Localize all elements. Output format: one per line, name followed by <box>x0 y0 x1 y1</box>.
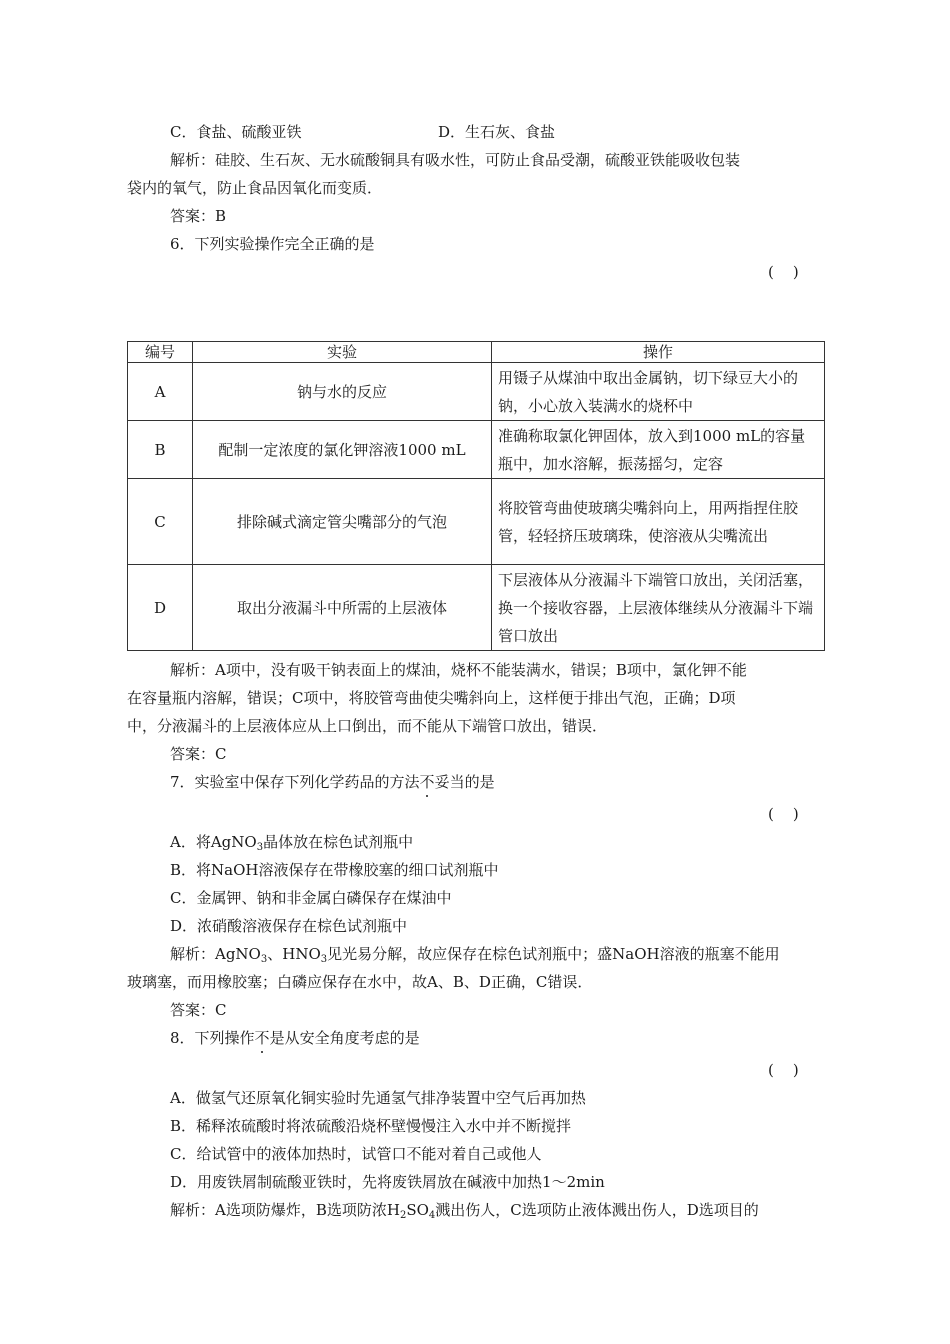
q5-answer: 答案：B <box>170 207 227 225</box>
q8-stem-emphasis: 不 <box>254 1029 270 1047</box>
row-id: B <box>128 421 193 479</box>
q7-analysis-part-2: 、HNO <box>267 945 321 963</box>
q8-stem <box>170 1028 420 1048</box>
q5-option-c: C．食盐、硫酸亚铁 <box>170 123 302 141</box>
row-id: D <box>128 565 193 651</box>
row-operation: 将胶管弯曲使玻璃尖嘴斜向上，用两指捏住胶管，轻轻挤压玻璃珠，使溶液从尖嘴流出 <box>492 479 825 565</box>
q7-option-a <box>170 832 413 852</box>
row-experiment: 排除碱式滴定管尖嘴部分的气泡 <box>193 479 492 565</box>
q8-analysis-line-1 <box>170 1200 759 1220</box>
q7-answer-paren: ( ) <box>768 805 799 823</box>
q6-answer: 答案：C <box>170 745 227 763</box>
header-operation: 操作 <box>492 342 825 363</box>
q8-option-b: B．稀释浓硫酸时将浓硫酸沿烧杯壁慢慢注入水中并不断搅拌 <box>170 1117 572 1135</box>
table-row <box>128 479 825 565</box>
table-header-row <box>128 342 825 363</box>
q7-option-b: B．将NaOH溶液保存在带橡胶塞的细口试剂瓶中 <box>170 861 499 879</box>
q7-analysis-line-2: 玻璃塞，而用橡胶塞；白磷应保存在水中，故A、B、D正确，C错误． <box>127 973 593 991</box>
q6-stem: 6．下列实验操作完全正确的是 <box>170 235 375 253</box>
q6-analysis-line-1: 解析：A项中，没有吸干钠表面上的煤油，烧杯不能装满水，错误；B项中，氯化钾不能 <box>170 661 747 679</box>
header-id: 编号 <box>128 342 193 363</box>
row-operation: 准确称取氯化钾固体，放入到1000 mL的容量瓶中，加水溶解，振荡摇匀，定容 <box>492 421 825 479</box>
row-id: A <box>128 363 193 421</box>
q7-stem-prefix: 7．实验室中保存下列化学药品的方法 <box>170 773 420 791</box>
q8-analysis-part-1: 解析：A选项防爆炸，B选项防浓H <box>170 1201 400 1219</box>
q6-analysis-line-3: 中，分液漏斗的上层液体应从上口倒出，而不能从下端管口放出，错误． <box>127 717 608 735</box>
q8-analysis-subscript-1: 2 <box>399 1210 407 1221</box>
table-row <box>128 565 825 651</box>
q5-option-d: D．生石灰、食盐 <box>438 123 556 141</box>
q7-analysis-subscript-1: 3 <box>260 954 268 965</box>
q8-option-d: D．用废铁屑制硫酸亚铁时，先将废铁屑放在碱液中加热1～2min <box>170 1173 605 1191</box>
q8-answer-paren: ( ) <box>768 1061 799 1079</box>
q7-stem-emphasis: 不 <box>419 773 435 791</box>
q8-option-c: C．给试管中的液体加热时，试管口不能对着自己或他人 <box>170 1145 542 1163</box>
q8-analysis-part-3: 溅出伤人，C选项防止液体溅出伤人，D选项目的 <box>435 1201 759 1219</box>
row-id: C <box>128 479 193 565</box>
q7-answer: 答案：C <box>170 1001 227 1019</box>
header-experiment: 实验 <box>193 342 492 363</box>
q7-option-a-subscript: 3 <box>256 842 264 853</box>
q7-analysis-part-3: 见光易分解，故应保存在棕色试剂瓶中；盛NaOH溶液的瓶塞不能用 <box>327 945 780 963</box>
q7-analysis-part-1: 解析：AgNO <box>170 945 261 963</box>
q8-stem-prefix: 8．下列操作 <box>170 1029 255 1047</box>
q7-stem <box>170 772 495 792</box>
row-experiment: 配制一定浓度的氯化钾溶液1000 mL <box>193 421 492 479</box>
q7-option-d: D．浓硝酸溶液保存在棕色试剂瓶中 <box>170 917 408 935</box>
table-row <box>128 421 825 479</box>
q8-analysis-subscript-2: 4 <box>428 1210 436 1221</box>
q5-analysis-line-2: 袋内的氧气，防止食品因氧化而变质． <box>127 179 383 197</box>
q6-answer-paren: ( ) <box>768 263 799 281</box>
q6-experiment-table <box>127 341 825 651</box>
q8-option-a: A．做氢气还原氧化铜实验时先通氢气排净装置中空气后再加热 <box>170 1089 586 1107</box>
q7-analysis-line-1 <box>170 944 780 964</box>
q7-option-a-text-end: 晶体放在棕色试剂瓶中 <box>263 833 414 851</box>
q5-analysis-line-1: 解析：硅胶、生石灰、无水硫酸铜具有吸水性，可防止食品受潮，硫酸亚铁能吸收包装 <box>170 151 741 169</box>
q7-analysis-subscript-2: 3 <box>320 954 328 965</box>
row-experiment: 取出分液漏斗中所需的上层液体 <box>193 565 492 651</box>
row-experiment: 钠与水的反应 <box>193 363 492 421</box>
row-operation: 下层液体从分液漏斗下端管口放出，关闭活塞，换一个接收容器，上层液体继续从分液漏斗下端管口放出 <box>492 565 825 651</box>
q7-option-c: C．金属钾、钠和非金属白磷保存在煤油中 <box>170 889 452 907</box>
row-operation: 用镊子从煤油中取出金属钠，切下绿豆大小的钠，小心放入装满水的烧杯中 <box>492 363 825 421</box>
q7-option-a-text: A．将AgNO <box>170 833 257 851</box>
q7-stem-suffix: 妥当的是 <box>434 773 495 791</box>
q8-analysis-part-2: SO <box>406 1201 429 1219</box>
q8-stem-suffix: 是从安全角度考虑的是 <box>269 1029 420 1047</box>
q6-analysis-line-2: 在容量瓶内溶解，错误；C项中，将胶管弯曲使尖嘴斜向上，这样便于排出气泡，正确；D项 <box>127 689 736 707</box>
table-row <box>128 363 825 421</box>
